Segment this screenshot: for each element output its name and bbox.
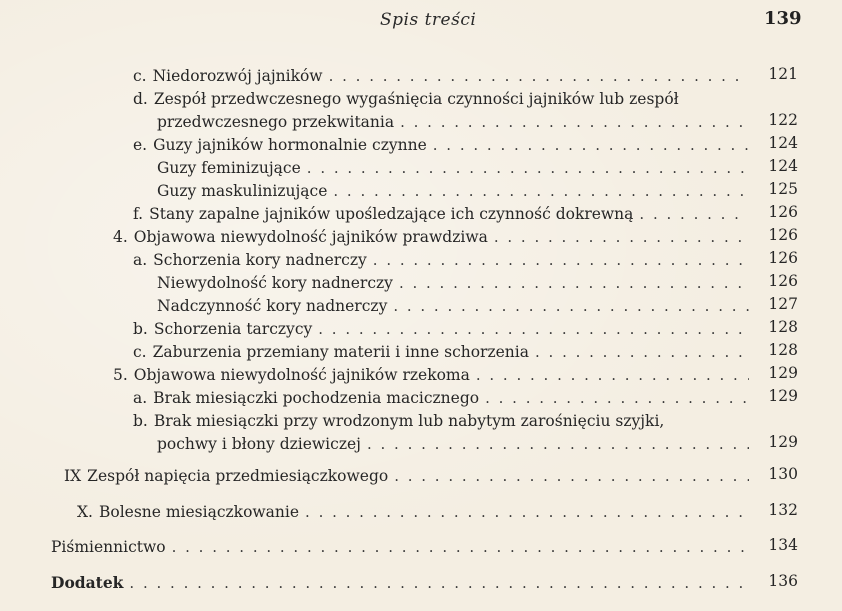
toc-entry-title: Zespół przedwczesnego wygaśnięcia czynności jajników lub zespół [153, 90, 679, 108]
toc-entry-continuation [157, 112, 753, 132]
toc-entry-marker: a. [133, 251, 148, 269]
toc-entry-marker: c. [133, 343, 147, 361]
toc-entry-title: Zespół napięcia przedmiesiączkowego [87, 467, 389, 485]
toc-leader-dots [307, 158, 749, 178]
toc-leader-dots [485, 388, 749, 408]
toc-entry-marker: d. [133, 90, 148, 108]
toc-entry [64, 466, 753, 486]
toc-entry-page: 126 [768, 272, 798, 290]
toc-entry [133, 135, 753, 155]
toc-entry-title: Brak miesiączki przy wrodzonym lub nabytym zarośnięciu szyjki, [153, 412, 665, 430]
toc-entry-page: 122 [768, 111, 798, 129]
toc-entry-marker: c. [133, 67, 147, 85]
toc-leader-dots [129, 573, 749, 593]
toc-entry-title: Objawowa niewydolność jajników rzekoma [133, 366, 470, 384]
toc-entry-marker: b. [133, 320, 148, 338]
toc-entry-marker: X. [77, 503, 93, 521]
toc-entry [113, 227, 753, 247]
toc-entry-page: 127 [768, 295, 798, 313]
toc-entry [133, 411, 664, 431]
toc-leader-dots [639, 204, 749, 224]
toc-leader-dots [399, 273, 749, 293]
toc-entry [51, 537, 753, 557]
running-header-title: Spis treści [380, 10, 477, 30]
toc-entry [113, 365, 753, 385]
toc-entry [133, 250, 753, 270]
toc-entry-title: Schorzenia kory nadnerczy [153, 251, 367, 269]
toc-entry-marker: e. [133, 136, 148, 154]
toc-entry-title-continuation: pochwy i błony dziewiczej [157, 435, 361, 453]
toc-leader-dots [400, 112, 749, 132]
toc-leader-dots [494, 227, 749, 247]
toc-leader-dots [333, 181, 749, 201]
toc-entry-title: Zaburzenia przemiany materii i inne schorzenia [152, 343, 529, 361]
running-header-page-number: 139 [764, 8, 802, 29]
toc-entry-title: Guzy maskulinizujące [157, 182, 328, 200]
toc-entry [133, 319, 753, 339]
toc-entry-page: 124 [768, 157, 798, 175]
toc-entry-title: Schorzenia tarczycy [153, 320, 313, 338]
toc-leader-dots [373, 250, 749, 270]
toc-entry [133, 89, 679, 109]
toc-entry-marker: IX [64, 467, 82, 485]
toc-entry [157, 181, 753, 201]
toc-entry-title: Brak miesiączki pochodzenia macicznego [153, 389, 480, 407]
toc-entry-marker: 4. [113, 228, 128, 246]
toc-entry-page: 134 [768, 536, 798, 554]
toc-entry-title-continuation: przedwczesnego przekwitania [157, 113, 395, 131]
toc-entry-page: 129 [768, 433, 798, 451]
toc-leader-dots [318, 319, 749, 339]
toc-entry-continuation [157, 434, 753, 454]
toc-entry [133, 388, 753, 408]
toc-entry [157, 273, 753, 293]
toc-leader-dots [367, 434, 749, 454]
toc-entry-page: 125 [768, 180, 798, 198]
toc-entry-title: Guzy feminizujące [157, 159, 301, 177]
toc-entry-page: 129 [768, 387, 798, 405]
toc-leader-dots [172, 537, 749, 557]
toc-entry-title: Niewydolność kory nadnerczy [157, 274, 393, 292]
toc-entry-title: Piśmiennictwo [51, 538, 166, 556]
toc-entry [133, 204, 753, 224]
toc-entry-page: 136 [768, 572, 798, 590]
toc-entry-title: Objawowa niewydolność jajników prawdziwa [133, 228, 488, 246]
toc-leader-dots [393, 296, 749, 316]
toc-entry-title: Niedorozwój jajników [152, 67, 323, 85]
toc-entry-title: Dodatek [51, 573, 124, 592]
toc-entry-page: 128 [768, 318, 798, 336]
toc-entry [157, 296, 753, 316]
toc-leader-dots [535, 342, 749, 362]
toc-entry [133, 342, 753, 362]
toc-entry-marker: 5. [113, 366, 128, 384]
toc-entry-page: 126 [768, 226, 798, 244]
toc-entry-page: 126 [768, 203, 798, 221]
toc-entry [157, 158, 753, 178]
toc-entry-page: 128 [768, 341, 798, 359]
toc-entry-page: 124 [768, 134, 798, 152]
toc-entry-title: Stany zapalne jajników upośledzające ich czynność dokrewną [149, 205, 634, 223]
toc-entry-marker: f. [133, 205, 144, 223]
toc-entry [133, 66, 753, 86]
toc-entry [77, 502, 753, 522]
toc-leader-dots [329, 66, 749, 86]
toc-leader-dots [394, 466, 749, 486]
toc-entry-title: Nadczynność kory nadnerczy [157, 297, 388, 315]
toc-entry-page: 126 [768, 249, 798, 267]
toc-entry-page: 132 [768, 501, 798, 519]
toc-entry-page: 130 [768, 465, 798, 483]
toc-entry-page: 129 [768, 364, 798, 382]
toc-entry-marker: b. [133, 412, 148, 430]
toc-leader-dots [433, 135, 749, 155]
toc-leader-dots [476, 365, 749, 385]
toc-entry [51, 573, 753, 593]
toc-entry-marker: a. [133, 389, 148, 407]
toc-entry-title: Guzy jajników hormonalnie czynne [153, 136, 427, 154]
toc-entry-page: 121 [768, 65, 798, 83]
toc-entry-title: Bolesne miesiączkowanie [98, 503, 300, 521]
toc-leader-dots [305, 502, 749, 522]
